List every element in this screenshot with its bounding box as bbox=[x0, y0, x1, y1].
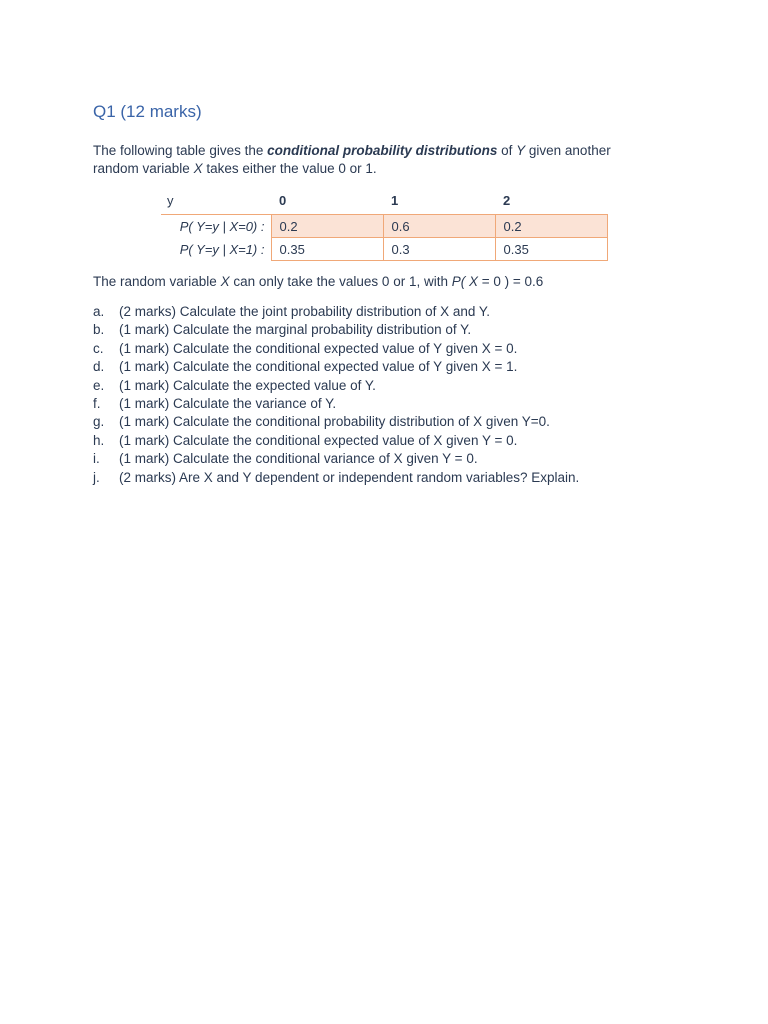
part-label: e. bbox=[93, 377, 105, 393]
part-label: b. bbox=[93, 322, 105, 338]
row-label: P( Y=y | X=0) : bbox=[161, 215, 271, 238]
table-cell: 0.3 bbox=[383, 238, 495, 261]
question-intro bbox=[93, 142, 653, 178]
part-text: (1 mark) Calculate the conditional expected value of X given Y = 0. bbox=[119, 432, 518, 448]
intro-text-3: of bbox=[497, 143, 517, 158]
rv-text-5: = 0 ) = 0.6 bbox=[477, 274, 544, 289]
random-variable-statement bbox=[93, 273, 673, 291]
part-text: (1 mark) Calculate the conditional variance of X given Y = 0. bbox=[119, 451, 478, 467]
part-text: (1 mark) Calculate the marginal probability distribution of Y. bbox=[119, 322, 472, 338]
table-row bbox=[161, 215, 607, 238]
list-item bbox=[93, 377, 673, 395]
part-text: (2 marks) Are X and Y dependent or independent random variables? Explain. bbox=[119, 469, 580, 485]
table-cell: 0.6 bbox=[383, 215, 495, 238]
intro-var-x: X bbox=[193, 161, 203, 176]
list-item bbox=[93, 450, 673, 468]
table-column-header: 2 bbox=[503, 192, 511, 208]
list-item bbox=[93, 395, 673, 413]
table-column-header: 0 bbox=[279, 192, 287, 208]
list-item bbox=[93, 321, 673, 339]
part-label: d. bbox=[93, 359, 105, 375]
table-row bbox=[161, 238, 607, 261]
part-text: (1 mark) Calculate the conditional probability distribution of X given Y=0. bbox=[119, 414, 550, 430]
rv-prob-expr: P( X bbox=[451, 274, 478, 289]
intro-var-y: Y bbox=[516, 143, 526, 158]
table-column-header: 1 bbox=[391, 192, 399, 208]
list-item bbox=[93, 469, 673, 487]
question-title: Q1 (12 marks) bbox=[93, 102, 202, 121]
part-label: a. bbox=[93, 304, 105, 319]
part-label: h. bbox=[93, 432, 105, 448]
table-header-row bbox=[161, 188, 607, 215]
part-label: f. bbox=[93, 396, 101, 412]
document-page bbox=[93, 100, 673, 487]
rv-text-3: can only take the values 0 or 1, with bbox=[229, 274, 452, 289]
list-item bbox=[93, 358, 673, 376]
list-item bbox=[93, 432, 673, 450]
list-item bbox=[93, 303, 673, 321]
table-cell: 0.35 bbox=[495, 238, 607, 261]
row-label: P( Y=y | X=1) : bbox=[179, 241, 265, 257]
intro-emphasis: conditional probability distributions bbox=[267, 143, 498, 158]
part-text: (2 marks) Calculate the joint probability distribution of X and Y. bbox=[119, 304, 490, 319]
part-label: j. bbox=[93, 469, 100, 485]
table-header-label: y bbox=[167, 192, 174, 208]
table-cell: 0.2 bbox=[495, 215, 607, 238]
table-cell: 0.2 bbox=[271, 215, 383, 238]
part-label: i. bbox=[93, 451, 100, 467]
part-text: (1 mark) Calculate the expected value of Y. bbox=[119, 377, 376, 393]
part-text: (1 mark) Calculate the conditional expected value of Y given X = 0. bbox=[119, 340, 518, 356]
conditional-distribution-table bbox=[161, 188, 608, 261]
rv-var-x: X bbox=[220, 274, 230, 289]
intro-text-1: The following table gives the bbox=[93, 143, 268, 158]
table-cell: 0.35 bbox=[271, 238, 383, 261]
part-label: g. bbox=[93, 414, 105, 430]
question-parts-list bbox=[93, 303, 673, 487]
part-label: c. bbox=[93, 340, 104, 356]
list-item bbox=[93, 413, 673, 431]
rv-text-1: The random variable bbox=[93, 274, 221, 289]
intro-text-7: takes either the value 0 or 1. bbox=[202, 161, 377, 176]
part-text: (1 mark) Calculate the conditional expected value of Y given X = 1. bbox=[119, 359, 518, 375]
part-text: (1 mark) Calculate the variance of Y. bbox=[119, 396, 337, 412]
list-item bbox=[93, 340, 673, 358]
intro-text-5: given another random variable bbox=[93, 143, 611, 176]
